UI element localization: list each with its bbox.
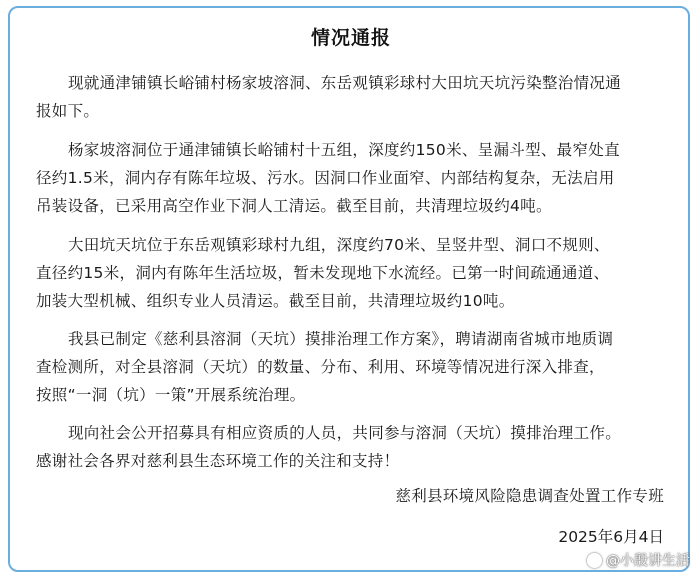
- paragraph-2-line-3: 吊装设备，已采用高空作业下洞人工清运。截至目前，共清理垃圾约4吨。: [36, 197, 552, 215]
- paragraph-1-line-1: 现就通津铺镇长峪铺村杨家坡溶洞、东岳观镇彩球村大田坑天坑污染整治情况通: [68, 74, 622, 92]
- notice-signature: 慈利县环境风险隐患调查处置工作专班: [395, 487, 664, 505]
- paragraph-5-line-2: 感谢社会各界对慈利县生态环境工作的关注和支持！: [36, 452, 400, 470]
- paragraph-4-line-3: 按照“一洞（坑）一策”开展系统治理。: [36, 386, 306, 404]
- notice-title: 情况通报: [310, 27, 391, 49]
- watermark-text: @小殷讲生活: [606, 553, 690, 569]
- paragraph-3-line-3: 加装大型机械、组织专业人员清运。截至目前，共清理垃圾约10吨。: [36, 292, 515, 310]
- paragraph-4-line-2: 查检测所，对全县溶洞（天坑）的数量、分布、利用、环境等情况进行深入排查，: [36, 358, 605, 376]
- author-watermark: [587, 550, 690, 570]
- paragraph-5-line-1: 现向社会公开招募具有相应资质的人员，共同参与溶洞（天坑）摸排治理工作。: [68, 424, 622, 442]
- author-icon: [587, 553, 602, 568]
- paragraph-3-line-1: 大田坑天坑位于东岳观镇彩球村九组，深度约70米、呈竖井型、洞口不规则、: [68, 236, 610, 254]
- paragraph-1-line-2: 报如下。: [36, 102, 100, 120]
- notice-date: 2025年6月4日: [558, 528, 664, 546]
- paragraph-2-line-1: 杨家坡溶洞位于通津铺镇长峪铺村十五组，深度约150米、呈漏斗型、最窄处直: [68, 141, 620, 159]
- paragraph-2-line-2: 径约1.5米，洞内存有陈年垃圾、污水。因洞口作业面窄、内部结构复杂，无法启用: [36, 169, 615, 187]
- paragraph-3-line-2: 直径约15米，洞内有陈年生活垃圾，暂未发现地下水流经。已第一时间疏通通道、: [36, 264, 610, 282]
- notice-frame: [8, 6, 690, 572]
- paragraph-4-line-1: 我县已制定《慈利县溶洞（天坑）摸排治理工作方案》，聘请湖南省城市地质调: [68, 330, 614, 348]
